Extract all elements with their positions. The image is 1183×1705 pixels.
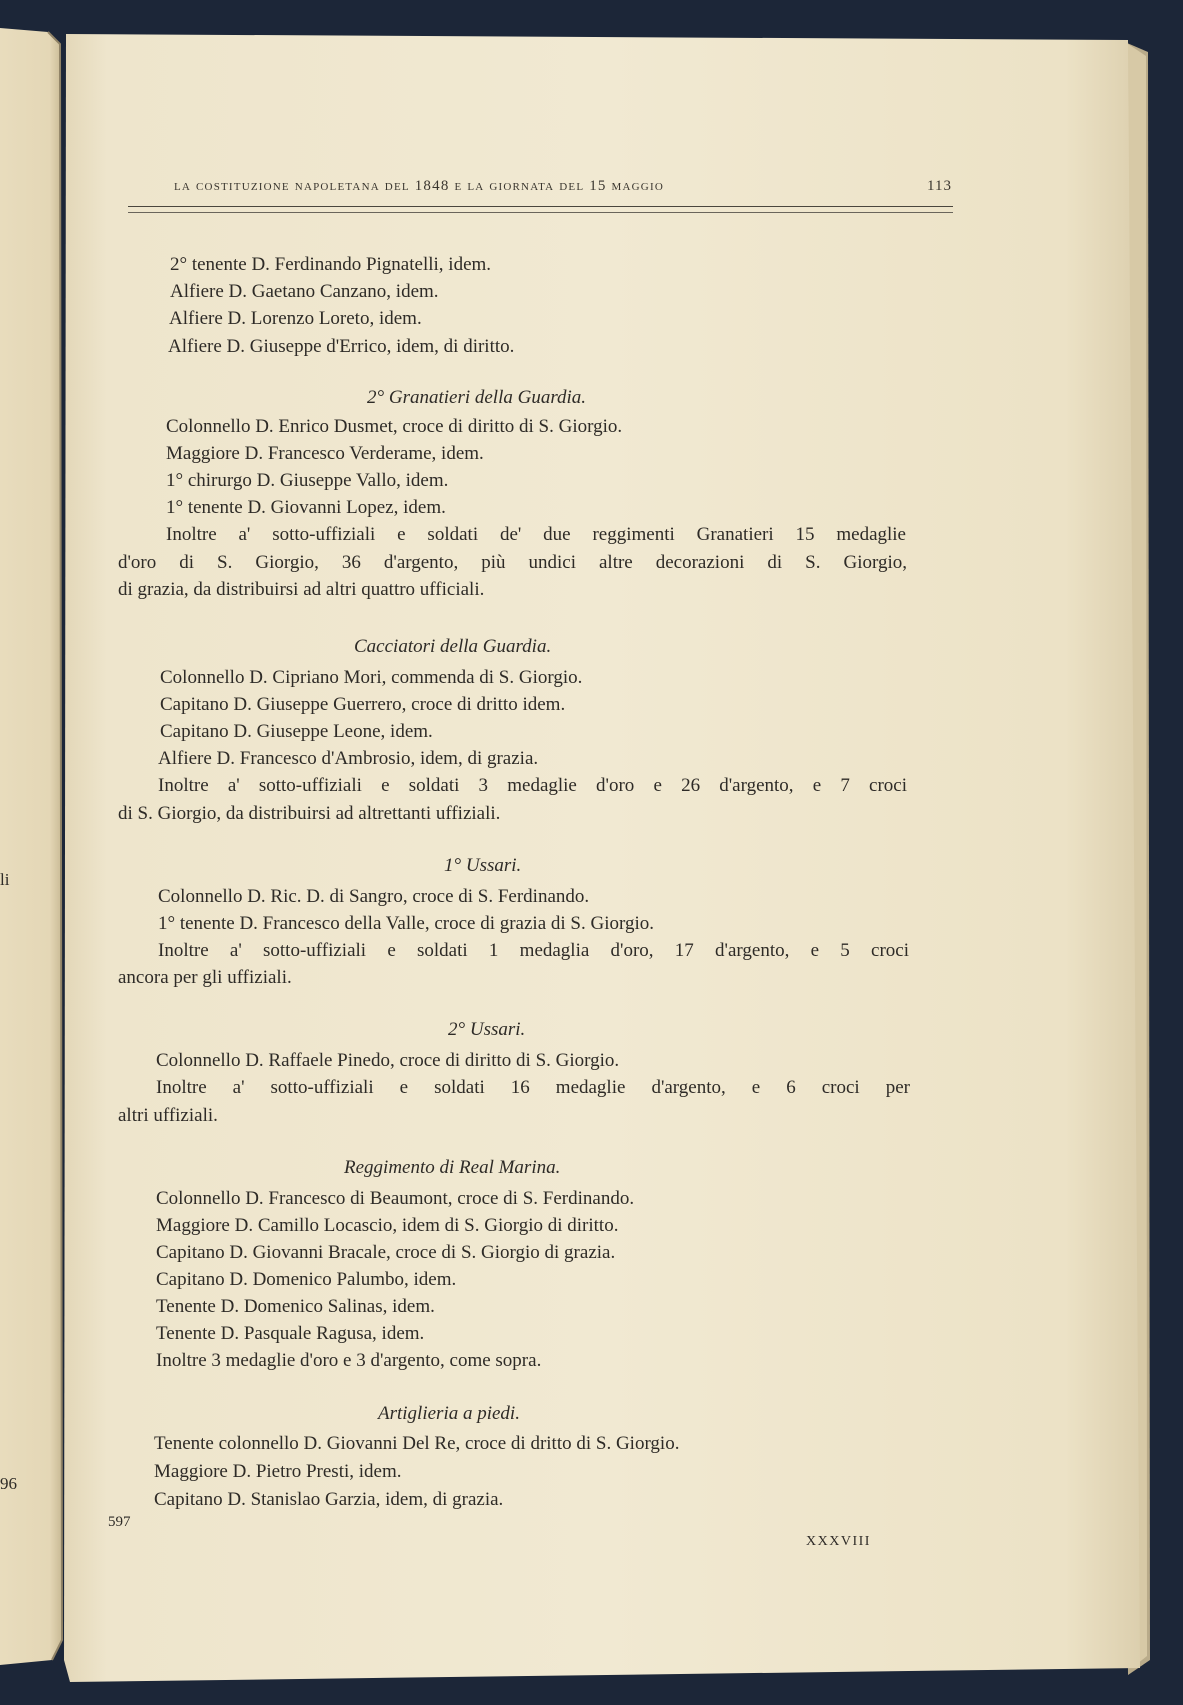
text-line: di S. Giorgio, da distribuirsi ad altrettanti uffiziali. <box>118 803 501 824</box>
text-line: Maggiore D. Camillo Locascio, idem di S. Giorgio di diritto. <box>156 1215 619 1236</box>
running-title: la costituzione napoletana del 1848 e la giornata del 15 maggio <box>174 178 664 194</box>
text-line: Alfiere D. Francesco d'Ambrosio, idem, di grazia. <box>158 748 539 769</box>
left-page-fragment: li <box>0 870 10 889</box>
text-line: Capitano D. Giuseppe Guerrero, croce di dritto idem. <box>160 694 566 715</box>
section-heading: Cacciatori della Guardia. <box>354 636 552 657</box>
section-heading: 1° Ussari. <box>444 855 522 876</box>
text-line: ancora per gli uffiziali. <box>118 967 292 988</box>
text-line: d'oro di S. Giorgio, 36 d'argento, più undici altre decorazioni di S. Giorgio, <box>118 552 907 573</box>
text-line: Colonnello D. Enrico Dusmet, croce di diritto di S. Giorgio. <box>166 416 623 437</box>
text-line: Capitano D. Giovanni Bracale, croce di S. Giorgio di grazia. <box>156 1242 616 1263</box>
text-line: Inoltre a' sotto-uffiziali e soldati 1 medaglia d'oro, 17 d'argento, e 5 croci <box>158 940 909 961</box>
text-line: Inoltre 3 medaglie d'oro e 3 d'argento, come sopra. <box>156 1350 542 1371</box>
section-heading: 2° Granatieri della Guardia. <box>367 387 587 408</box>
text-line: 1° chirurgo D. Giuseppe Vallo, idem. <box>166 470 449 491</box>
text-line: Alfiere D. Gaetano Canzano, idem. <box>170 281 439 302</box>
section-heading: 2° Ussari. <box>448 1019 526 1040</box>
text-line: altri uffiziali. <box>118 1105 218 1126</box>
signature-mark: XXXVIII <box>806 1534 871 1549</box>
text-line: Tenente D. Domenico Salinas, idem. <box>156 1296 435 1317</box>
text-line: Colonnello D. Ric. D. di Sangro, croce di S. Ferdinando. <box>158 886 590 907</box>
text-line: Alfiere D. Lorenzo Loreto, idem. <box>169 308 422 329</box>
text-line: Inoltre a' sotto-uffiziali e soldati 3 medaglie d'oro e 26 d'argento, e 7 croci <box>158 775 907 796</box>
book-page <box>62 32 1142 1682</box>
text-line: 2° tenente D. Ferdinando Pignatelli, idem. <box>170 254 492 275</box>
section-heading: Reggimento di Real Marina. <box>344 1157 561 1178</box>
text-line: Capitano D. Domenico Palumbo, idem. <box>156 1269 457 1290</box>
text-line: Inoltre a' sotto-uffiziali e soldati de' due reggimenti Granatieri 15 medaglie <box>166 524 906 545</box>
text-line: Maggiore D. Francesco Verderame, idem. <box>166 443 484 464</box>
page-number: 113 <box>927 178 952 194</box>
text-line: Alfiere D. Giuseppe d'Errico, idem, di diritto. <box>168 336 515 357</box>
running-header <box>174 178 952 195</box>
text-line: 1° tenente D. Francesco della Valle, croce di grazia di S. Giorgio. <box>158 913 654 934</box>
left-page-fragment: 96 <box>0 1474 17 1493</box>
text-line: Tenente colonnello D. Giovanni Del Re, croce di dritto di S. Giorgio. <box>154 1433 680 1454</box>
text-line: Capitano D. Stanislao Garzia, idem, di grazia. <box>154 1489 504 1510</box>
text-line: Colonnello D. Raffaele Pinedo, croce di diritto di S. Giorgio. <box>156 1050 620 1071</box>
header-rule <box>128 206 953 207</box>
text-line: Tenente D. Pasquale Ragusa, idem. <box>156 1323 425 1344</box>
section-heading: Artiglieria a piedi. <box>378 1403 520 1424</box>
text-line: Colonnello D. Cipriano Mori, commenda di S. Giorgio. <box>160 667 583 688</box>
folio-number: 597 <box>108 1514 131 1530</box>
header-rule-thin <box>128 212 953 213</box>
text-line: Maggiore D. Pietro Presti, idem. <box>154 1461 402 1482</box>
text-line: 1° tenente D. Giovanni Lopez, idem. <box>166 497 446 518</box>
text-line: Colonnello D. Francesco di Beaumont, croce di S. Ferdinando. <box>156 1188 635 1209</box>
text-line: Capitano D. Giuseppe Leone, idem. <box>160 721 433 742</box>
text-line: Inoltre a' sotto-uffiziali e soldati 16 medaglie d'argento, e 6 croci per <box>156 1077 910 1098</box>
text-line: di grazia, da distribuirsi ad altri quattro ufficiali. <box>118 579 485 600</box>
